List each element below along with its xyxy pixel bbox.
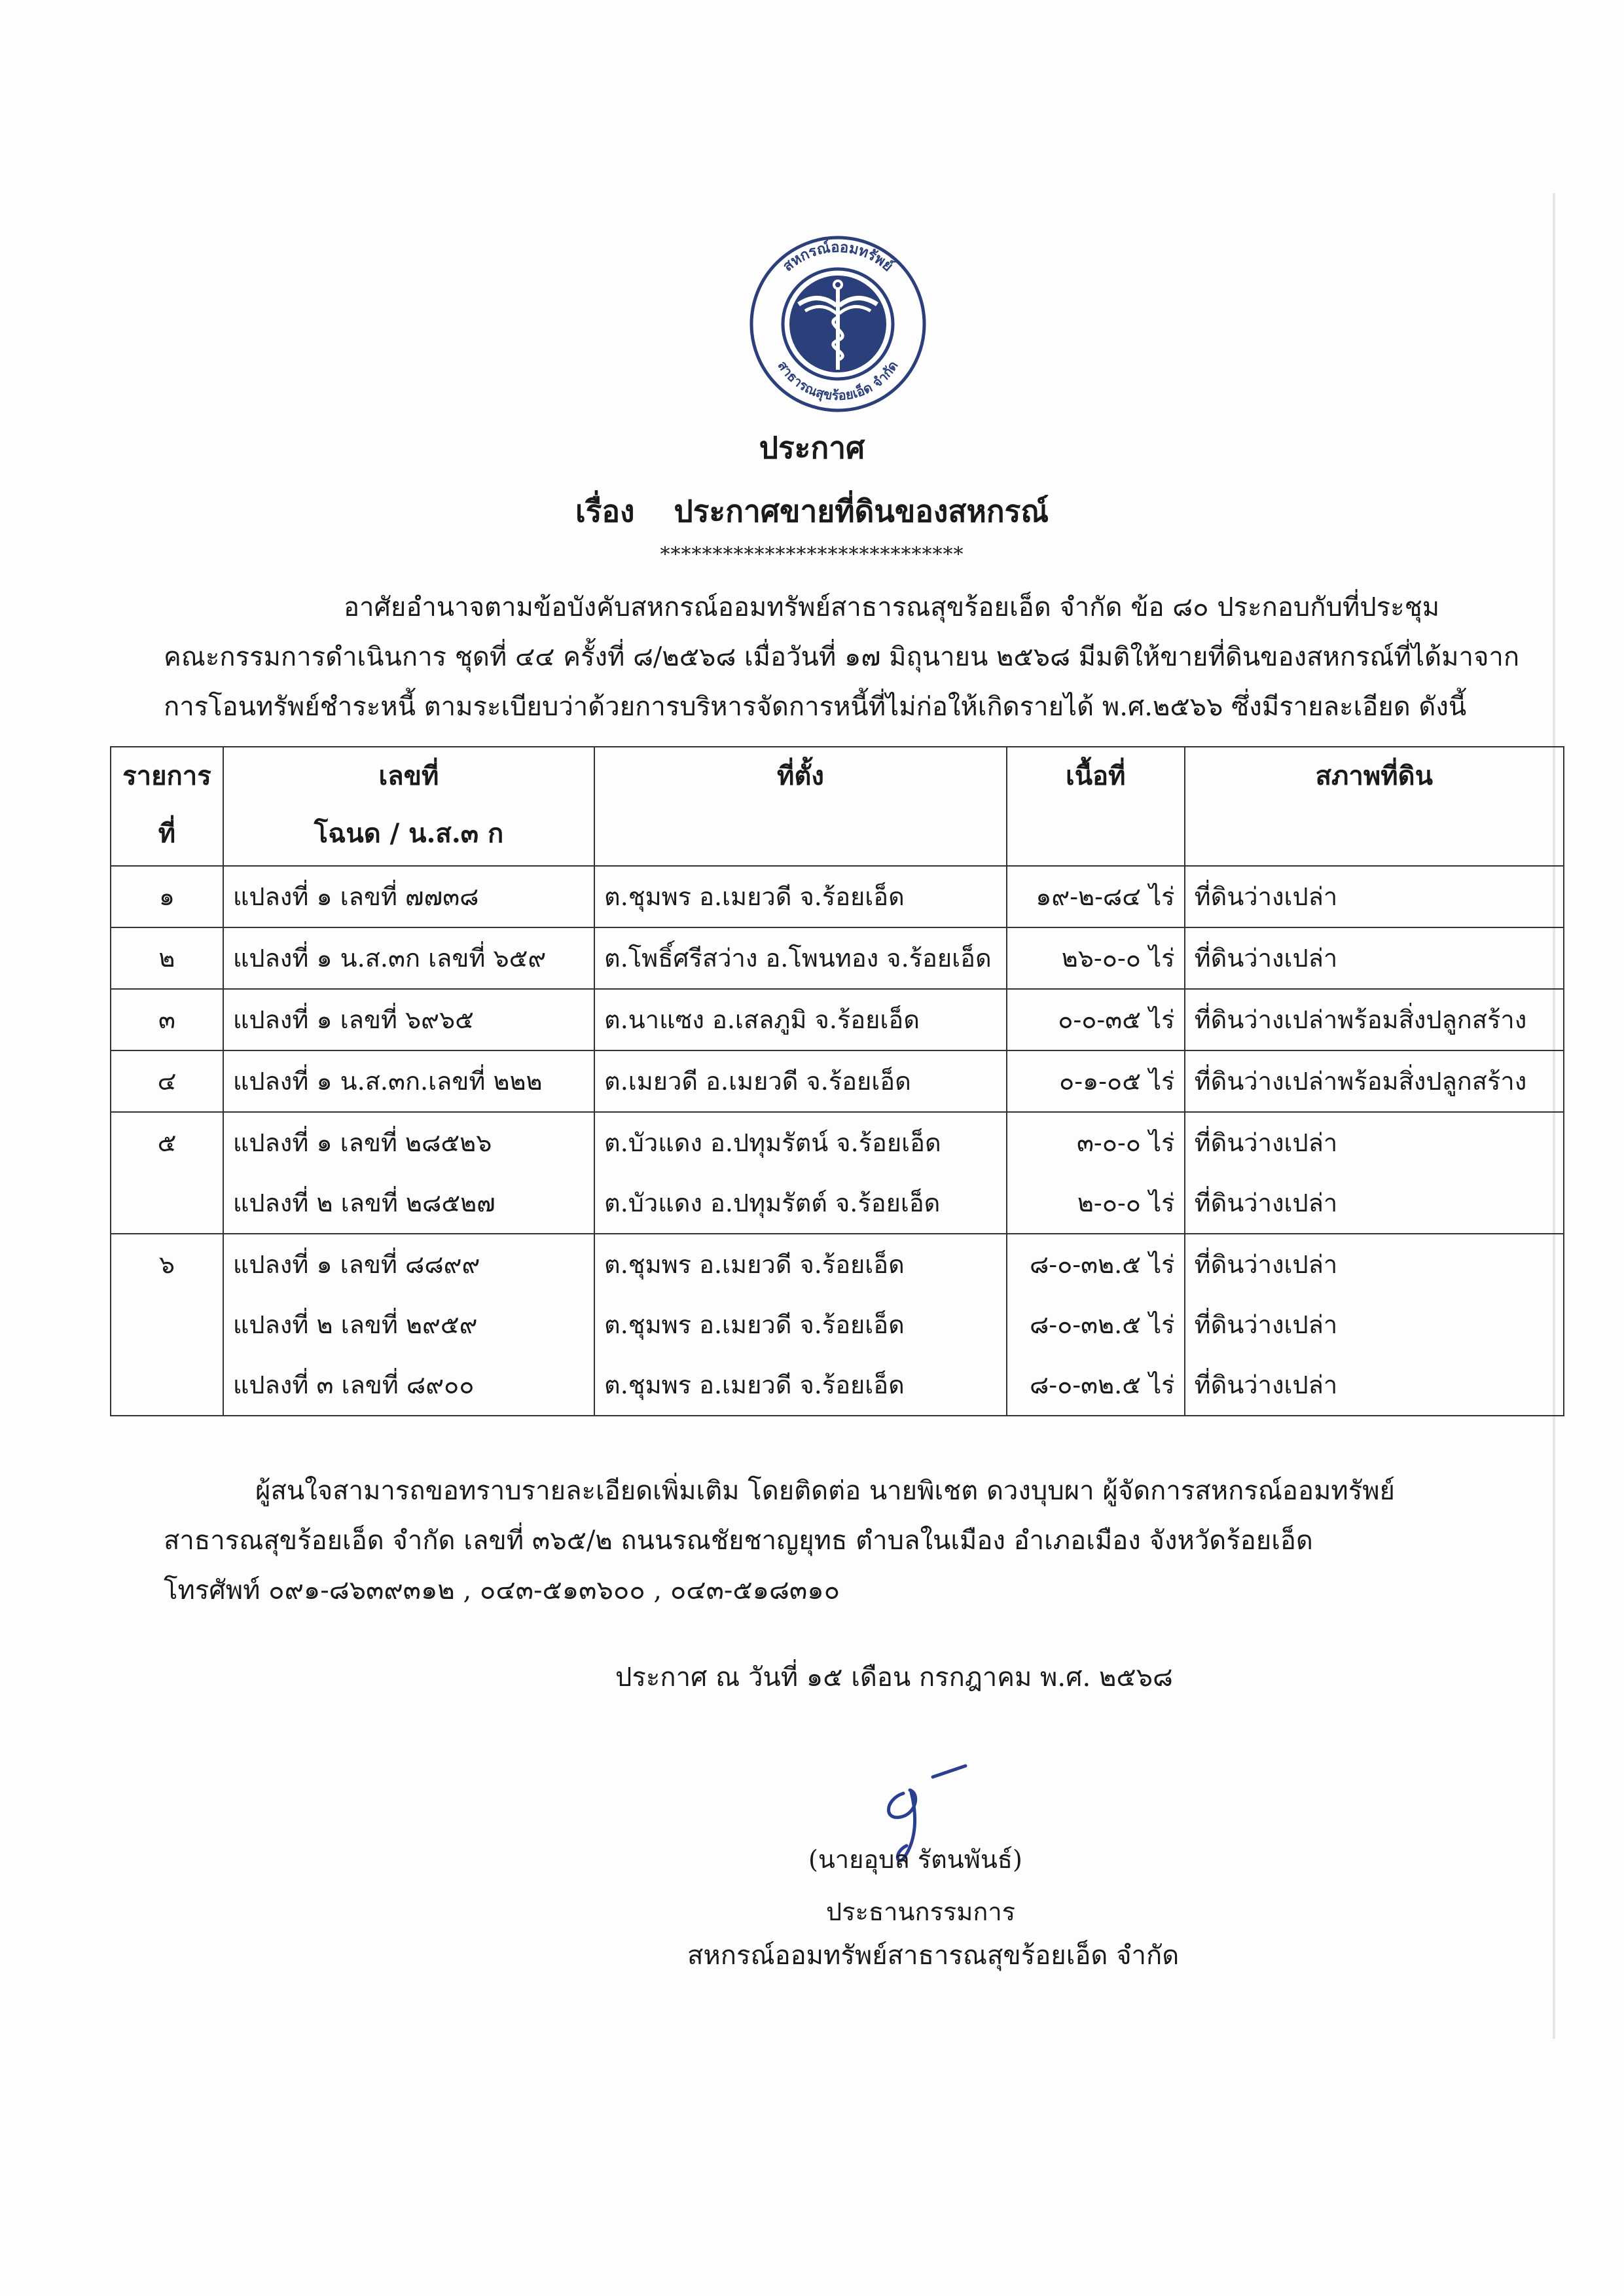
row-area: [1007, 1112, 1185, 1234]
area-text: ๒-๐-๐ ไร่: [1077, 1189, 1175, 1217]
announcement-date: ประกาศ ณ วันที่ ๑๕ เดือน กรกฎาคม พ.ศ. ๒๕๖๘: [615, 1662, 1173, 1693]
logo-ring-text-top: สหกรณ์ออมทรัพย์: [780, 239, 896, 276]
area-text: ๘-๐-๓๒.๕ ไร่: [1029, 1250, 1175, 1279]
header-item-no: [111, 747, 223, 866]
row-area: [1007, 927, 1185, 989]
contact-line: ผู้สนใจสามารถขอทราบรายละเอียดเพิ่มเติม โดยติดต่อ นายพิเชต ดวงบุบผา ผู้จัดการสหกรณ์ออมทรัพย์: [255, 1476, 1395, 1506]
header-deed-line2: โฉนด / น.ส.๓ ก: [314, 818, 504, 849]
table-row: [111, 989, 1564, 1050]
row-location: [594, 866, 1007, 927]
row-number: ๕: [111, 1112, 223, 1234]
separator-stars: *****************************: [660, 543, 964, 566]
row-number: ๖: [111, 1234, 223, 1416]
table-header-row: [111, 747, 1564, 866]
location-text: ต.ชุมพร อ.เมยวดี จ.ร้อยเอ็ด: [604, 1371, 905, 1399]
area-text: ๐-๐-๓๕ ไร่: [1058, 1005, 1175, 1034]
deed-text: แปลงที่ ๑ เลขที่ ๖๙๖๕: [232, 1005, 474, 1034]
row-area: [1007, 1234, 1185, 1416]
table-row: [111, 1112, 1564, 1234]
location-text: ต.โพธิ์ศรีสว่าง อ.โพนทอง จ.ร้อยเอ็ด: [604, 944, 992, 973]
location-text: ต.บัวแดง อ.ปทุมรัตน์ จ.ร้อยเอ็ด: [604, 1128, 941, 1157]
announcement-subject: [0, 488, 1624, 535]
deed-text: แปลงที่ ๒ เลขที่ ๒๙๕๙: [232, 1310, 478, 1339]
area-text: ๒๖-๐-๐ ไร่: [1061, 944, 1175, 973]
location-text: ต.บัวแดง อ.ปทุมรัตต์ จ.ร้อยเอ็ด: [604, 1189, 941, 1217]
condition-text: ที่ดินว่างเปล่าพร้อมสิ่งปลูกสร้าง: [1194, 1005, 1527, 1034]
row-location: [594, 1234, 1007, 1416]
signer-title: ประธานกรรมการ: [826, 1897, 1016, 1926]
row-condition: [1185, 989, 1564, 1050]
location-text: ต.ชุมพร อ.เมยวดี จ.ร้อยเอ็ด: [604, 1310, 905, 1339]
row-number: ๔: [111, 1050, 223, 1112]
contact-line: โทรศัพท์ ๐๙๑-๘๖๓๙๓๑๒ , ๐๔๓-๕๑๓๖๐๐ , ๐๔๓-๕๑๘๓๑๐: [164, 1575, 840, 1605]
deed-text: แปลงที่ ๑ เลขที่ ๗๗๓๘: [232, 882, 479, 911]
table-row: [111, 866, 1564, 927]
announcement-title: ประกาศ: [759, 430, 865, 465]
row-number: ๓: [111, 989, 223, 1050]
contact-line: สาธารณสุขร้อยเอ็ด จำกัด เลขที่ ๓๖๕/๒ ถนนรณชัยชาญยุทธ ตำบลในเมือง อำเภอเมือง จังหวัดร้อยเอ็ด: [164, 1526, 1313, 1556]
deed-text: แปลงที่ ๑ เลขที่ ๒๘๕๒๖: [232, 1128, 492, 1157]
row-area: [1007, 1050, 1185, 1112]
deed-text: แปลงที่ ๑ น.ส.๓ก.เลขที่ ๒๒๒: [232, 1067, 543, 1096]
row-condition: [1185, 1234, 1564, 1416]
row-condition: [1185, 1050, 1564, 1112]
condition-text: ที่ดินว่างเปล่า: [1194, 1128, 1338, 1157]
row-deed: [223, 927, 594, 989]
location-text: ต.ชุมพร อ.เมยวดี จ.ร้อยเอ็ด: [604, 882, 905, 911]
header-area: เนื้อที่: [1007, 747, 1185, 866]
row-location: [594, 989, 1007, 1050]
condition-text: ที่ดินว่างเปล่า: [1194, 1310, 1338, 1339]
intro-line: อาศัยอำนาจตามข้อบังคับสหกรณ์ออมทรัพย์สาธารณสุขร้อยเอ็ด จำกัด ข้อ ๘๐ ประกอบกับที่ประชุม: [344, 592, 1440, 622]
row-condition: [1185, 927, 1564, 989]
header-deed: [223, 747, 594, 866]
row-deed: [223, 1050, 594, 1112]
intro-line: คณะกรรมการดำเนินการ ชุดที่ ๔๔ ครั้งที่ ๘/๒๕๖๘ เมื่อวันที่ ๑๗ มิถุนายน ๒๕๖๘ มีมติให้ขายที่ดินของสหกรณ์ที่ได้มาจาก: [164, 642, 1520, 672]
row-location: [594, 1112, 1007, 1234]
header-condition: สภาพที่ดิน: [1185, 747, 1564, 866]
intro-line: การโอนทรัพย์ชำระหนี้ ตามระเบียบว่าด้วยการบริหารจัดการหนี้ที่ไม่ก่อให้เกิดรายได้ พ.ศ.๒๕๖๖ ซึ่งมีรายละเอียด ดังนี้: [164, 692, 1467, 722]
row-number: ๑: [111, 866, 223, 927]
condition-text: ที่ดินว่างเปล่า: [1194, 1371, 1338, 1399]
area-text: ๑๙-๒-๘๔ ไร่: [1036, 882, 1175, 911]
signer-organization: สหกรณ์ออมทรัพย์สาธารณสุขร้อยเอ็ด จำกัด: [687, 1941, 1180, 1971]
header-deed-line1: เลขที่: [378, 761, 439, 791]
condition-text: ที่ดินว่างเปล่า: [1194, 882, 1338, 911]
row-condition: [1185, 866, 1564, 927]
area-text: ๐-๑-๐๕ ไร่: [1059, 1067, 1175, 1096]
subject-text: ประกาศขายที่ดินของสหกรณ์: [674, 493, 1049, 529]
contact-paragraph: [164, 1466, 1479, 1615]
row-number: ๒: [111, 927, 223, 989]
location-text: ต.ชุมพร อ.เมยวดี จ.ร้อยเอ็ด: [604, 1250, 905, 1279]
cooperative-logo-icon: [746, 232, 929, 416]
row-deed: [223, 1112, 594, 1234]
condition-text: ที่ดินว่างเปล่า: [1194, 1189, 1338, 1217]
condition-text: ที่ดินว่างเปล่า: [1194, 944, 1338, 973]
header-location: ที่ตั้ง: [594, 747, 1007, 866]
land-table: [110, 746, 1564, 1416]
area-text: ๓-๐-๐ ไร่: [1076, 1128, 1175, 1157]
table-row: [111, 927, 1564, 989]
signer-name: (นายอุบล รัตนพันธ์): [808, 1845, 1022, 1874]
intro-paragraph: [164, 583, 1520, 732]
row-deed: [223, 866, 594, 927]
area-text: ๘-๐-๓๒.๕ ไร่: [1029, 1371, 1175, 1399]
row-condition: [1185, 1112, 1564, 1234]
deed-text: แปลงที่ ๑ น.ส.๓ก เลขที่ ๖๕๙: [232, 944, 547, 973]
deed-text: แปลงที่ ๒ เลขที่ ๒๘๕๒๗: [232, 1189, 496, 1217]
condition-text: ที่ดินว่างเปล่า: [1194, 1250, 1338, 1279]
location-text: ต.เมยวดี อ.เมยวดี จ.ร้อยเอ็ด: [604, 1067, 911, 1096]
row-area: [1007, 866, 1185, 927]
subject-label: เรื่อง: [575, 493, 635, 529]
area-text: ๘-๐-๓๒.๕ ไร่: [1029, 1310, 1175, 1339]
location-text: ต.นาแซง อ.เสลภูมิ จ.ร้อยเอ็ด: [604, 1005, 920, 1034]
deed-text: แปลงที่ ๓ เลขที่ ๘๙๐๐: [232, 1371, 475, 1399]
row-deed: [223, 989, 594, 1050]
row-deed: [223, 1234, 594, 1416]
deed-text: แปลงที่ ๑ เลขที่ ๘๘๙๙: [232, 1250, 480, 1279]
header-item-line1: รายการ: [122, 761, 211, 791]
logo-ring-text-bottom: สาธารณสุขร้อยเอ็ด จำกัด: [774, 357, 901, 404]
row-location: [594, 1050, 1007, 1112]
row-area: [1007, 989, 1185, 1050]
table-row: [111, 1050, 1564, 1112]
header-item-line2: ที่: [158, 818, 176, 849]
table-row: [111, 1234, 1564, 1416]
condition-text: ที่ดินว่างเปล่าพร้อมสิ่งปลูกสร้าง: [1194, 1067, 1527, 1096]
row-location: [594, 927, 1007, 989]
